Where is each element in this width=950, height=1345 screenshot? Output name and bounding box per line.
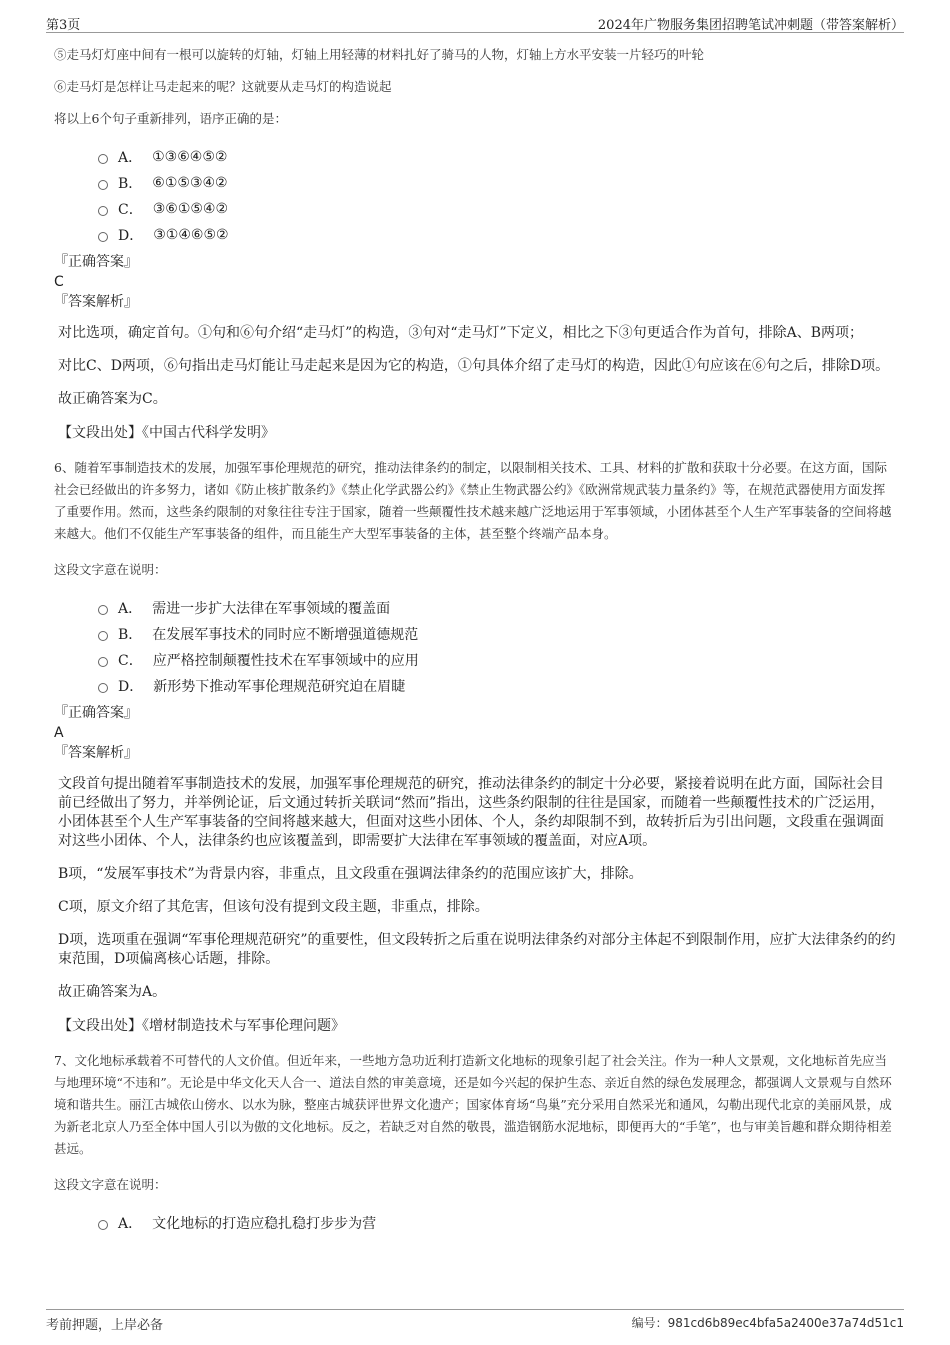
question-stem: 7、文化地标承载着不可替代的人文价值。但近年来，一些地方急功近利打造新文化地标的现象引起了社会关注。作为一种人文景观，文化地标首先应当与地理环境“不违和”。无论是中华文化天人合一、道法自然的审美意境，还是如今兴起的保护生态、亲近自然的绿色发展理念，都强调人文景观与自然环境和谐共生。丽江古城依山傍水、以水为脉，整座古城获评世界文化遗产；国家体育场“鸟巢”充分采用自然采光和通风，勾勒出现代北京的美丽风景，成为新老北京人乃至全体中国人引以为傲的文化地标。反之，若缺乏对自然的敬畏，滥造钢筋水泥地标，即便再大的“手笔”，也与审美旨趣和群众期待相差甚远。 [54, 1053, 892, 1156]
options-list [98, 1210, 896, 1236]
option-c[interactable] [98, 196, 896, 222]
option-c[interactable] [98, 647, 896, 673]
page-header [46, 12, 904, 33]
option-b[interactable] [98, 621, 896, 647]
options-list [98, 595, 896, 699]
option-letter: C． [118, 202, 143, 218]
source-citation: 【文段出处】《中国古代科学发明》 [58, 425, 275, 441]
radio-icon[interactable] [98, 1220, 108, 1230]
question-prompt: 这段文字意在说明： [54, 562, 167, 577]
page-content [54, 44, 896, 1236]
sentence-5: ⑤走马灯灯座中间有一根可以旋转的灯轴，灯轴上用轻薄的材料扎好了骑马的人物，灯轴上方水平安装一片轻巧的叶轮 [54, 47, 705, 62]
analysis-paragraph: D项，选项重在强调“军事伦理规范研究”的重要性，但文段转折之后重在说明法律条约对部分主体起不到限制作用，应扩大法律条约的约束范围，D项偏离核心话题，排除。 [58, 932, 896, 967]
radio-icon[interactable] [98, 683, 108, 693]
option-a[interactable] [98, 144, 896, 170]
analysis-paragraph: 故正确答案为C。 [58, 391, 167, 407]
question-prompt: 将以上6个句子重新排列，语序正确的是： [54, 111, 287, 126]
document-code: 编号：981cd6b89ec4bfa5a2400e37a74d51c1 [631, 1316, 904, 1330]
option-text: ①③⑥④⑤② [152, 149, 228, 165]
analysis-label: 『答案解析』 [54, 745, 138, 761]
analysis-label: 『答案解析』 [54, 294, 138, 310]
option-letter: A． [118, 150, 143, 166]
analysis-paragraph: 文段首句提出随着军事制造技术的发展，加强军事伦理规范的研究，推动法律条约的制定十分必要，紧接着说明在此方面，国际社会目前已经做出了努力，并举例论证，后文通过转折关联词“然而”指出，这些条约限制的往往是国家，而随着一些颠覆性技术的广泛运用，小团体甚至个人生产军事装备的空间将越来越大，但面对这些小团体、个人，条约却限制不到，故转折后为引出问题，文段重在强调面对这些小团体、个人，法律条约也应该覆盖到，即需要扩大法律在军事领域的覆盖面，对应A项。 [58, 776, 885, 849]
analysis-paragraph: B项，“发展军事技术”为背景内容，非重点，且文段重在强调法律条约的范围应该扩大，排除。 [58, 866, 643, 882]
option-letter: B． [118, 627, 143, 643]
option-letter: D． [118, 228, 144, 244]
option-text: 新形势下推动军事伦理规范研究迫在眉睫 [153, 679, 406, 695]
question-5 [54, 44, 896, 443]
option-letter: C． [118, 653, 143, 669]
page-number: 第3页 [46, 18, 81, 33]
analysis-paragraph: 对比C、D两项，⑥句指出走马灯能让马走起来是因为它的构造，①句具体介绍了走马灯的构造，因此①句应该在⑥句之后，排除D项。 [58, 358, 890, 374]
source-citation: 【文段出处】《增材制造技术与军事伦理问题》 [58, 1018, 345, 1034]
analysis-paragraph: 故正确答案为A。 [58, 984, 167, 1000]
radio-icon[interactable] [98, 631, 108, 641]
question-7 [54, 1050, 896, 1236]
page-footer [46, 1309, 904, 1334]
option-text: 需进一步扩大法律在军事领域的覆盖面 [152, 601, 391, 617]
options-list [98, 144, 896, 248]
option-text: 在发展军事技术的同时应不断增强道德规范 [152, 627, 419, 643]
question-stem: 6、随着军事制造技术的发展，加强军事伦理规范的研究，推动法律条约的制定，以限制相关技术、工具、材料的扩散和获取十分必要。在这方面，国际社会已经做出的许多努力，诸如《防止核扩散条约》《禁止化学武器公约》《禁止生物武器公约》《欧洲常规武装力量条约》等，在规范武器使用方面发挥了重要作用。然而，这些条约限制的对象往往专注于国家，随着一些颠覆性技术越来越广泛地运用于军事领域，小团体甚至个人生产军事装备的空间将越来越大。他们不仅能生产军事装备的组件，而且能生产大型军事装备的主体，甚至整个终端产品本身。 [54, 460, 892, 541]
option-letter: A． [118, 1216, 143, 1232]
option-b[interactable] [98, 170, 896, 196]
option-letter: B． [118, 176, 143, 192]
question-prompt: 这段文字意在说明： [54, 1177, 167, 1192]
option-a[interactable] [98, 1210, 896, 1236]
sentence-6: ⑥走马灯是怎样让马走起来的呢？这就要从走马灯的构造说起 [54, 79, 392, 94]
radio-icon[interactable] [98, 657, 108, 667]
option-letter: A． [118, 601, 143, 617]
footer-slogan: 考前押题，上岸必备 [46, 1318, 164, 1333]
radio-icon[interactable] [98, 180, 108, 190]
option-text: ⑥①⑤③④② [152, 175, 228, 191]
question-6 [54, 457, 896, 1036]
option-text: 应严格控制颠覆性技术在军事领域中的应用 [152, 653, 419, 669]
document-title: 2024年广物服务集团招聘笔试冲刺题（带答案解析） [597, 18, 904, 33]
answer-label: 『正确答案』 [54, 254, 138, 270]
analysis-paragraph: C项，原文介绍了其危害，但该句没有提到文段主题，非重点，排除。 [58, 899, 489, 915]
answer-label: 『正确答案』 [54, 705, 138, 721]
option-d[interactable] [98, 673, 896, 699]
answer-value: C [54, 274, 64, 290]
option-text: ③⑥①⑤④② [152, 201, 229, 217]
option-a[interactable] [98, 595, 896, 621]
radio-icon[interactable] [98, 232, 108, 242]
radio-icon[interactable] [98, 154, 108, 164]
radio-icon[interactable] [98, 206, 108, 216]
option-d[interactable] [98, 222, 896, 248]
option-text: ③①④⑥⑤② [153, 227, 229, 243]
analysis-paragraph: 对比选项，确定首句。①句和⑥句介绍“走马灯”的构造，③句对“走马灯”下定义，相比之下③句更适合作为首句，排除A、B两项； [58, 325, 864, 341]
radio-icon[interactable] [98, 605, 108, 615]
option-text: 文化地标的打造应稳扎稳打步步为营 [152, 1216, 377, 1232]
answer-value: A [54, 725, 64, 741]
option-letter: D． [118, 679, 144, 695]
